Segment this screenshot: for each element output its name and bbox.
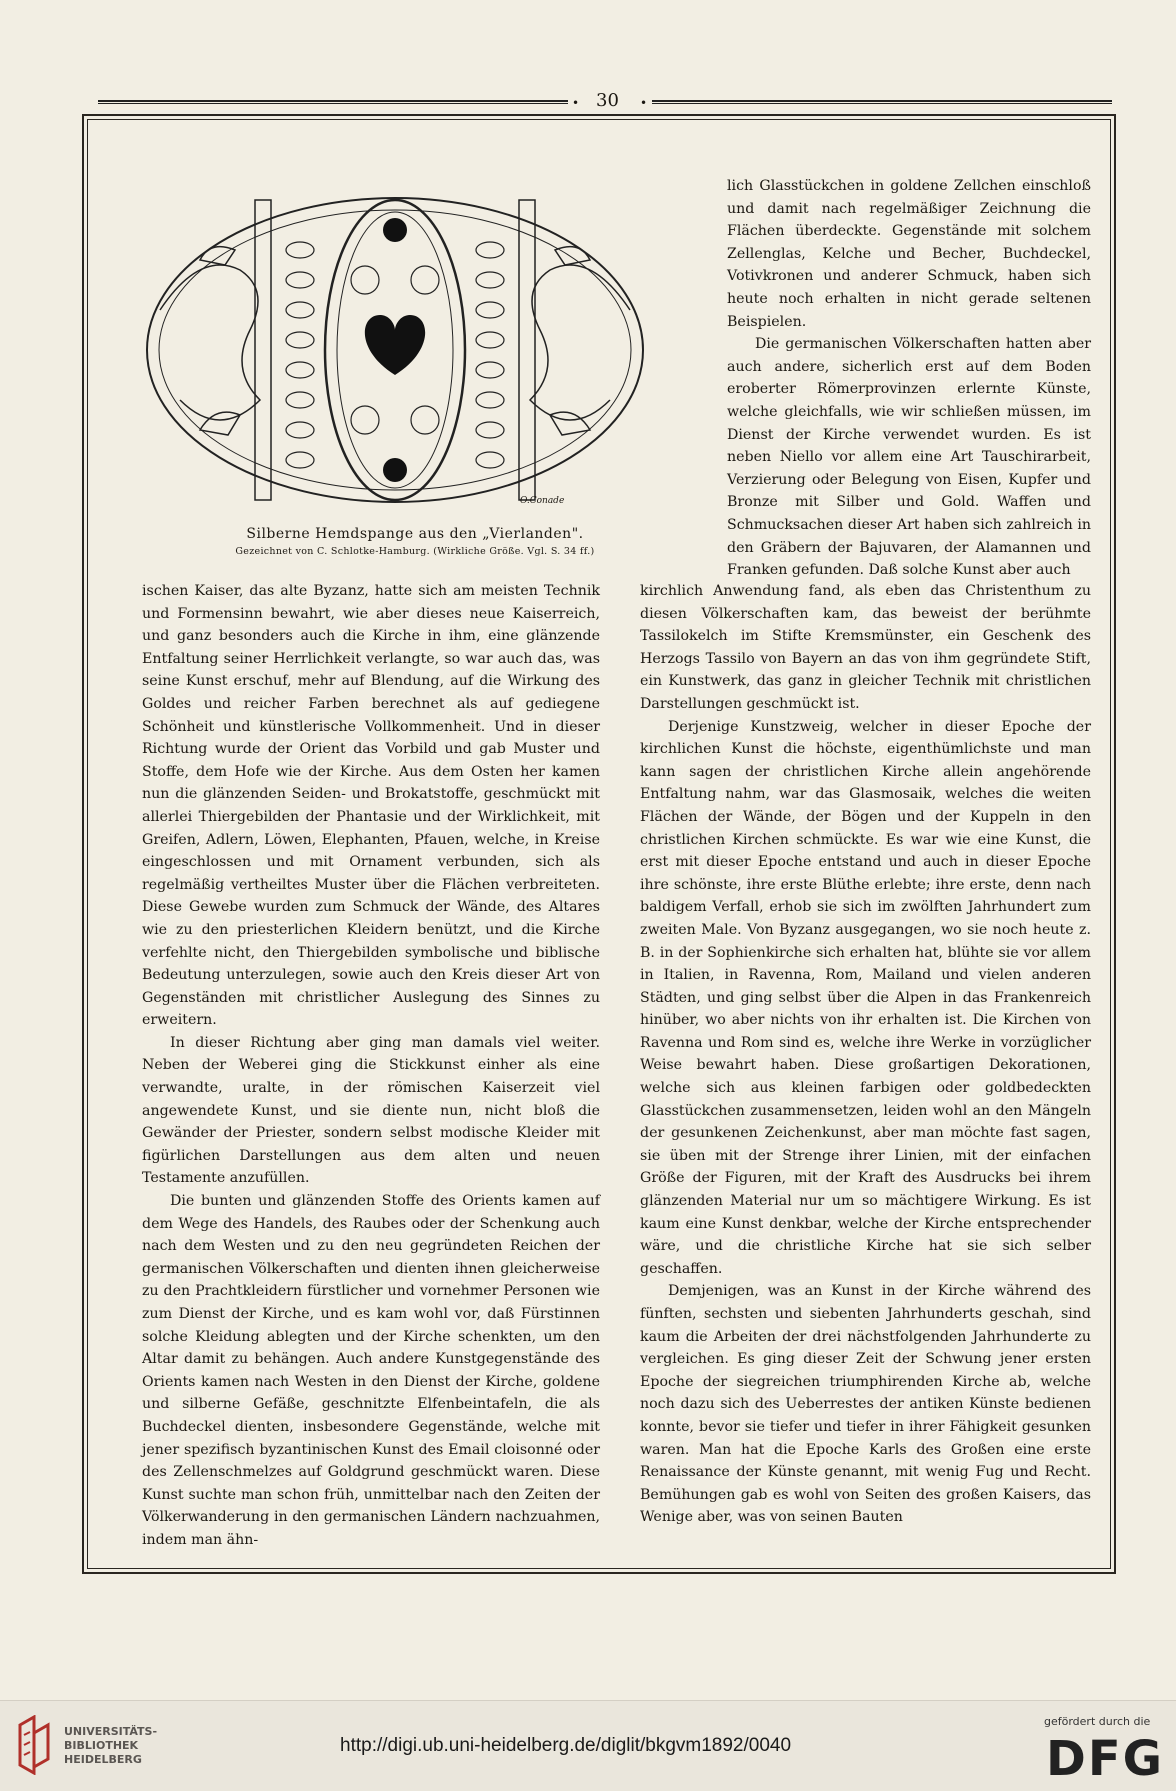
viewer-footer xyxy=(0,1700,1176,1791)
paragraph: In dieser Richtung aber ging man damals viel weiter. Neben der Weberei ging die Stickkunst einher als eine verwandte, uralte, in der römischen Kaiserzeit viel angewendete Kunst, und sie diente nun, nicht bloß die Gewänder der Priester, sondern selbst modische Kleider mit figürlichen Darstellungen aus dem alten und neuen Testamente anzufüllen. xyxy=(142,1034,600,1187)
page-number: 30 xyxy=(596,90,619,111)
header-rule-left xyxy=(98,100,568,104)
paragraph: Derjenige Kunstzweig, welcher in dieser Epoche der kirchlichen Kunst die höchste, eigenthümlichste und man kann sagen der christlichen Kirche allein angehörende Entfaltung nahm, war das Glasmosaik, welches die weiten Flächen der Wände, der Bögen und der Kuppeln in den christlichen Kirchen schmückte. Es war wie eine Kunst, die erst mit dieser Epoche entstand und auch in dieser Epoche ihre schönste, ihre erste Blüthe erlebte; ihre erste, denn nach baldigem Verfall, erhob sie sich im zwölften Jahrhundert zum zweiten Male. Von Byzanz ausgegangen, wo sie noch heute z. B. in der Sophienkirche sich erhalten hat, blühte sie vor allem in Italien, in Ravenna, Rom, Mailand und vielen anderen Städten, und ging selbst über die Alpen in das Frankenreich hinüber, wo aber nichts von ihr erhalten ist. Die Kirchen von Ravenna und Rom sind es, welche ihre Werke in vorzüglicher Weise bewahrt haben. Diese großartigen Dekorationen, welche sich aus kleinen farbigen oder goldbedeckten Glasstückchen zusammensetzen, leiden wohl an den Mängeln der gesunkenen Zeichenkunst, aber man möchte fast sagen, sie üben mit der Strenge ihrer Linien, mit der einfachen Größe der Figuren, mit der Kraft des Ausdrucks bei ihrem glänzenden Material nur um so mächtigere Wirkung. Es ist kaum eine Kunst denkbar, welche der Kirche entsprechender wäre, und die christliche Kirche hat sie sich selber geschaffen. xyxy=(640,718,1091,1277)
header-ornament-right: • xyxy=(640,96,648,110)
paragraph: kirchlich Anwendung fand, als eben das Christenthum zu diesen Völkerschaften kam, das beweist der berühmte Tassilokelch im Stifte Kremsmünster, ein Geschenk des Herzogs Tassilo von Bayern an das von ihm gegründete Stift, ein Kunstwerk, das ganz in gleicher Technik mit christlichen Darstellungen geschmückt ist. xyxy=(640,583,1091,712)
institution-line: UNIVERSITÄTS- xyxy=(64,1725,158,1738)
institution-line: BIBLIOTHEK xyxy=(64,1739,139,1752)
paragraph: Demjenigen, was an Kunst in der Kirche während des fünften, sechsten und siebenten Jahrhunderts geschah, sind kaum die Arbeiten der drei nächstfolgenden Jahrhunderte zu vergleichen. Es ging dieser Zeit der Schwung jener ersten Epoche der siegreichen triumphirenden Kirche ab, welche noch dazu sich des Ueberrestes der antiken Künste bedienen konnte, bevor sie tiefer und tiefer in ihrer Fähigkeit gesunken waren. Man hat die Epoche Karls des Großen eine erste Renaissance der Künste genannt, mit wenig Fug und Recht. Bemühungen gab es wohl von Seiten des großen Kaisers, das Wenige aber, was von seinen Bauten xyxy=(640,1283,1091,1526)
figure-credit: Gezeichnet von C. Schlotke-Hamburg. (Wirkliche Größe. Vgl. S. 34 ff.) xyxy=(235,546,595,557)
permalink-url[interactable]: http://digi.ub.uni-heidelberg.de/diglit/bkgvm1892/0040 xyxy=(340,1735,792,1756)
dfg-logo[interactable]: DFG xyxy=(1046,1731,1165,1787)
clasp-drawing xyxy=(140,190,650,510)
funding-label: gefördert durch die xyxy=(1044,1715,1151,1728)
header-ornament-left: • xyxy=(572,96,580,110)
institution-line: HEIDELBERG xyxy=(64,1753,142,1766)
text-column-right xyxy=(640,580,1091,1529)
paragraph: Die bunten und glänzenden Stoffe des Orients kamen auf dem Wege des Handels, des Raubes oder der Schenkung auch nach dem Westen und zu den neu gegründeten Reichen der germanischen Völkerschaften und dienten ihnen gleicherweise zu den Prachtkleidern fürstlicher und vornehmer Personen wie zum Dienst der Kirche, und es kam wohl vor, daß Fürstinnen solche Kleidung ablegten und der Kirche schenkten, um den Altar damit zu behängen. Auch andere Kunstgegenstände des Orients kamen nach Westen in den Dienst der Kirche, goldene und silberne Gefäße, geschnitzte Elfenbeintafeln, die als Buchdeckel dienten, insbesondere Gegenstände, welche mit jener spezifisch byzantinischen Kunst des Email cloisonné oder des Zellenschmelzes auf Goldgrund geschmückt waren. Diese Kunst suchte man schon früh, unmittelbar nach den Zeiten der Völkerwanderung in den germanischen Ländern nachzuahmen, indem man ähn- xyxy=(142,1193,600,1548)
figure-caption: Silberne Hemdspange aus den „Vierlanden". xyxy=(246,526,584,542)
paragraph: ischen Kaiser, das alte Byzanz, hatte sich am meisten Technik und Formensinn bewahrt, wie aber dieses neue Kaiserreich, und ganz besonders auch die Kirche in ihm, eine glänzende Entfaltung seiner Herrlichkeit verlangte, so war auch das, was seine Kunst erschuf, mehr auf Blendung, auf die Wirkung des Goldes und reicher Farben berechnet als auf gediegene Schönheit und künstlerische Vollkommenheit. Und in dieser Richtung wurde der Orient das Vorbild und gab Muster und Stoffe, dem Hofe wie der Kirche. Aus dem Osten her kamen nun die glänzenden Seiden- und Brokatstoffe, geschmückt mit allerlei Thiergebilden der Phantasie und der Wirklichkeit, mit Greifen, Adlern, Löwen, Elephanten, Pfauen, welche, in Kreise eingeschlossen und mit Ornament verbunden, sich als regelmäßig vertheiltes Muster über die Flächen verbreiteten. Diese Gewebe wurden zum Schmuck der Wände, des Altares wie zu den priesterlichen Kleidern benützt, und die Kirche verfehlte nicht, den Thiergebilden symbolische und biblische Bedeutung unterzulegen, sowie auch den Kreis dieser Art von Gegenständen mit christlicher Auslegung des Sinnes zu erweitern. xyxy=(142,583,600,1029)
illustration-signature: O.Conade xyxy=(520,496,565,506)
header-rule-right xyxy=(652,100,1112,104)
illustration-clasp xyxy=(140,190,650,510)
paragraph: Die germanischen Völkerschaften hatten aber auch andere, sicherlich erst auf dem Boden eroberter Römerprovinzen erlernte Künste, welche gleichfalls, wie wir schließen müssen, im Dienst der Kirche verwendet wurden. Es ist neben Niello vor allem eine Art Tauschirarbeit, Verzierung oder Belegung von Eisen, Kupfer und Bronze mit Silber und Gold. Waffen und Schmucksachen dieser Art haben sich zahlreich in den Gräbern der Bajuvaren, der Alamannen und Franken gefunden. Daß solche Kunst aber auch xyxy=(727,336,1091,579)
paragraph: lich Glasstückchen in goldene Zellchen einschloß und damit nach regelmäßiger Zeichnung die Flächen überdeckte. Gegenstände mit solchem Zellenglas, Kelche und Becher, Buchdeckel, Votivkronen und anderer Schmuck, haben sich heute noch erhalten in nicht gerade seltenen Beispielen. xyxy=(727,178,1091,330)
text-column-left xyxy=(142,580,600,1552)
university-logo-icon xyxy=(14,1715,54,1775)
institution-name xyxy=(64,1725,157,1767)
text-column-right-top xyxy=(727,175,1091,582)
